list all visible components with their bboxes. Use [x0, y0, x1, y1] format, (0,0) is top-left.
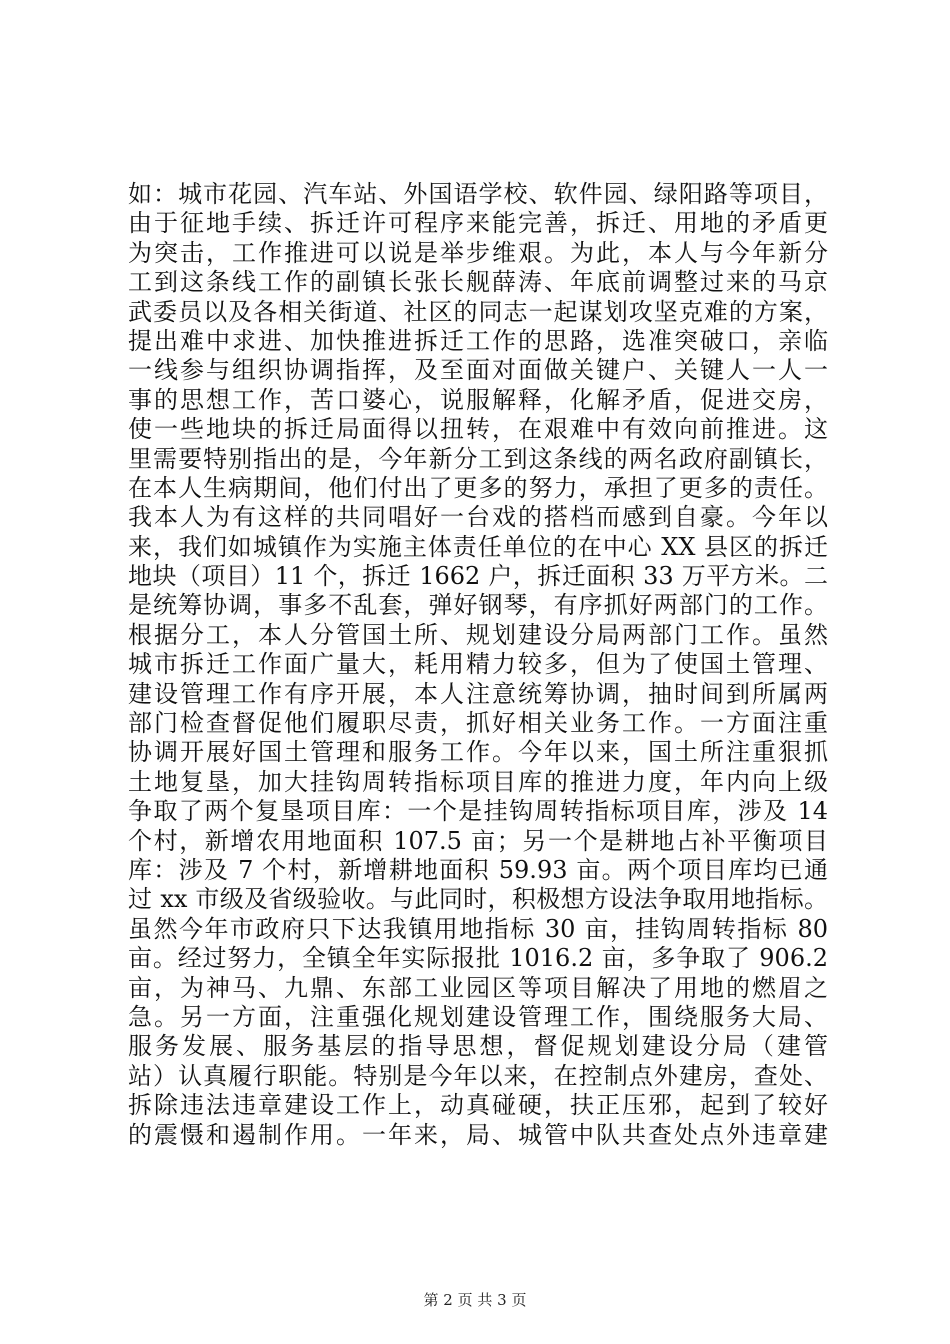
text-line: 工到这条线工作的副镇长张长舰薛涛、年底前调整过来的马京 [128, 268, 828, 297]
text-line: 提出难中求进、加快推进拆迁工作的思路，选准突破口，亲临 [128, 326, 828, 355]
text-line: 根据分工，本人分管国土所、规划建设分局两部门工作。虽然 [128, 620, 828, 649]
text-line: 如：城市花园、汽车站、外国语学校、软件园、绿阳路等项目， [128, 180, 828, 208]
text-line: 土地复垦，加大挂钩周转指标项目库的推进力度，年内向上级 [128, 767, 828, 796]
text-line: 争取了两个复垦项目库：一个是挂钩周转指标项目库，涉及 14 [128, 797, 828, 826]
text-line: 为突击，工作推进可以说是举步维艰。为此，本人与今年新分 [128, 238, 828, 267]
text-line: 个村，新增农用地面积 107.5 亩；另一个是耕地占补平衡项目 [128, 826, 828, 855]
text-line: 过 xx 市级及省级验收。与此同时，积极想方设法争取用地指标。 [128, 885, 828, 914]
text-line: 站）认真履行职能。特别是今年以来，在控制点外建房，查处、 [128, 1061, 828, 1090]
text-line: 一线参与组织协调指挥，及至面对面做关键户、关键人一人一 [128, 356, 828, 385]
text-line: 亩，为神马、九鼎、东部工业园区等项目解决了用地的燃眉之 [128, 973, 828, 1002]
text-line: 亩。经过努力，全镇全年实际报批 1016.2 亩，多争取了 906.2 [128, 944, 828, 973]
text-line: 由于征地手续、拆迁许可程序来能完善，拆迁、用地的矛盾更 [128, 209, 828, 238]
text-line: 建设管理工作有序开展，本人注意统筹协调，抽时间到所属两 [128, 679, 828, 708]
text-line: 协调开展好国土管理和服务工作。今年以来，国土所注重狠抓 [128, 738, 828, 767]
text-line: 来，我们如城镇作为实施主体责任单位的在中心 XX 县区的拆迁 [128, 532, 828, 561]
page-footer: 第 2 页 共 3 页 [423, 1291, 527, 1309]
text-line: 地块（项目）11 个，拆迁 1662 户，拆迁面积 33 万平方米。二 [128, 562, 828, 591]
text-line: 部门检查督促他们履职尽责，抓好相关业务工作。一方面注重 [128, 709, 828, 738]
text-line: 服务发展、服务基层的指导思想，督促规划建设分局（建管 [128, 1032, 828, 1061]
text-line: 的震慑和遏制作用。一年来，局、城管中队共查处点外违章建 [128, 1120, 828, 1149]
text-line: 拆除违法违章建设工作上，动真碰硬，扶正压邪，起到了较好 [128, 1091, 828, 1120]
text-line: 里需要特别指出的是，今年新分工到这条线的两名政府副镇长， [128, 444, 828, 473]
text-line: 急。另一方面，注重强化规划建设管理工作，围绕服务大局、 [128, 1002, 828, 1031]
text-line: 库：涉及 7 个村，新增耕地面积 59.93 亩。两个项目库均已通 [128, 855, 828, 884]
text-line: 是统筹协调，事多不乱套，弹好钢琴，有序抓好两部门的工作。 [128, 591, 828, 620]
text-line: 武委员以及各相关街道、社区的同志一起谋划攻坚克难的方案， [128, 297, 828, 326]
text-line: 在本人生病期间，他们付出了更多的努力，承担了更多的责任。 [128, 473, 828, 502]
text-line: 城市拆迁工作面广量大，耗用精力较多，但为了使国土管理、 [128, 650, 828, 679]
text-line: 我本人为有这样的共同唱好一台戏的搭档而感到自豪。今年以 [128, 503, 828, 532]
text-line: 虽然今年市政府只下达我镇用地指标 30 亩，挂钩周转指标 80 [128, 914, 828, 943]
body-text [128, 180, 828, 1150]
text-line: 事的思想工作，苦口婆心，说服解释，化解矛盾，促进交房， [128, 385, 828, 414]
text-line: 使一些地块的拆迁局面得以扭转，在艰难中有效向前推进。这 [128, 415, 828, 444]
